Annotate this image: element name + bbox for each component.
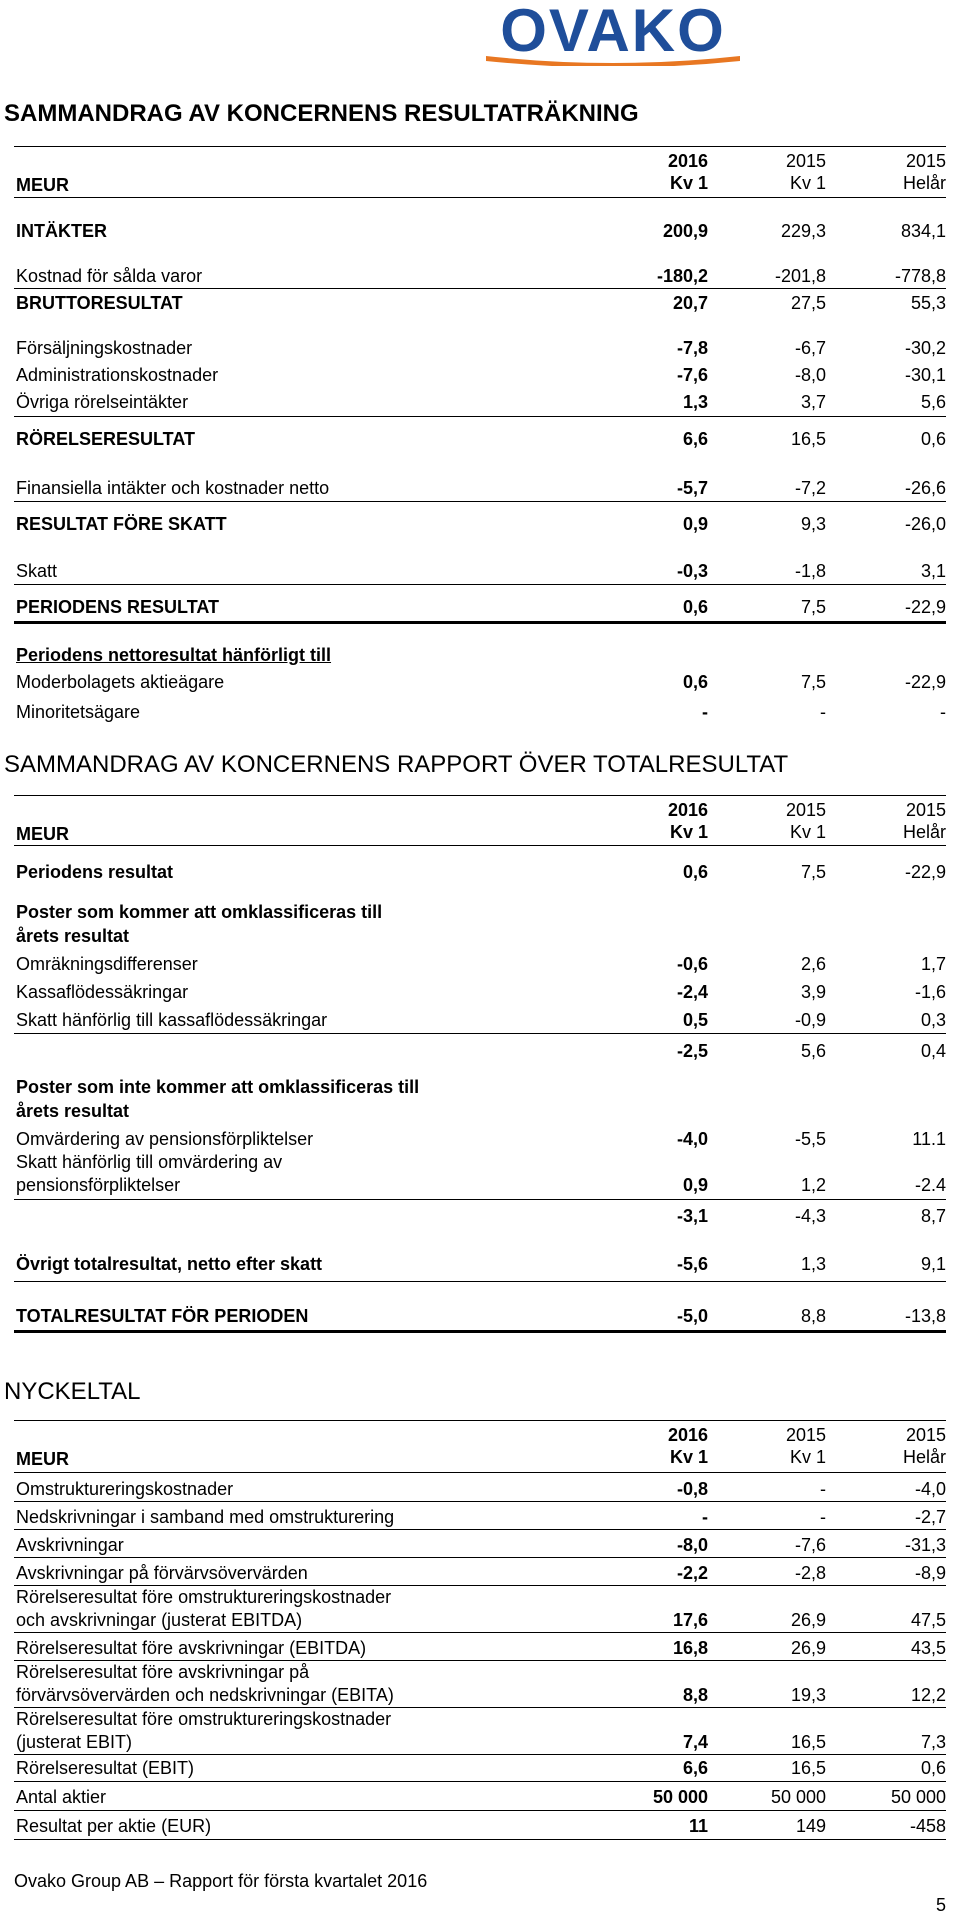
income-table-header: [14, 148, 946, 196]
header-unit: MEUR: [16, 1449, 69, 1469]
row-label: TOTALRESULTAT FÖR PERIODEN: [16, 1306, 309, 1326]
table-row: [14, 644, 946, 666]
value-2015-q1: -5,5: [794, 1129, 826, 1149]
value-2016-q1: 0,9: [682, 1175, 708, 1195]
value-2016-q1: 11: [688, 1816, 708, 1836]
header-year: 2016: [667, 800, 708, 820]
value-2015-q1: 27,5: [790, 293, 826, 313]
value-2016-q1: -7,8: [676, 338, 708, 358]
row-label: Periodens resultat: [16, 862, 174, 882]
table-row: [14, 1562, 946, 1584]
header-unit: MEUR: [16, 175, 69, 195]
value-2016-q1: -5,6: [676, 1254, 708, 1274]
value-2016-q1: 0,6: [682, 597, 708, 617]
value-2015-full: 7,3: [920, 1732, 946, 1752]
value-2015-q1: 3,9: [800, 982, 826, 1002]
table-row: [14, 560, 946, 582]
value-2015-full: -2.4: [914, 1175, 946, 1195]
value-2015-q1: -7,6: [794, 1535, 826, 1555]
table-row: [14, 1731, 946, 1753]
divider: [14, 1810, 946, 1811]
value-2015-full: -: [940, 702, 946, 722]
row-label: och avskrivningar (justerat EBITDA): [16, 1610, 303, 1630]
header-period: Kv 1: [669, 822, 708, 842]
section-subtitle: årets resultat: [16, 1101, 130, 1121]
table-row: [14, 1253, 946, 1275]
value-2016-q1: 1,3: [682, 392, 708, 412]
logo-wordmark: OVAKO: [500, 0, 726, 64]
section-subtitle: årets resultat: [16, 926, 130, 946]
value-2015-q1: 7,5: [800, 672, 826, 692]
value-2015-full: -22,9: [904, 862, 946, 882]
value-2015-q1: 229,3: [780, 221, 826, 241]
divider: [14, 1330, 946, 1333]
value-2016-q1: -5,0: [676, 1306, 708, 1326]
row-label: Omräkningsdifferenser: [16, 954, 198, 974]
row-label: Rörelseresultat före avskrivningar på: [16, 1662, 310, 1682]
value-2015-full: 11.1: [912, 1129, 946, 1149]
value-2015-full: -2,7: [914, 1507, 946, 1527]
value-2015-full: -4,0: [914, 1479, 946, 1499]
row-label: RESULTAT FÖRE SKATT: [16, 514, 227, 534]
value-2016-q1: 16,8: [672, 1638, 708, 1658]
value-2015-full: -26,6: [904, 478, 946, 498]
header-period: Kv 1: [669, 173, 708, 193]
value-2016-q1: -0,8: [676, 1479, 708, 1499]
divider: [14, 1754, 946, 1755]
divider: [14, 1839, 946, 1840]
table-row: [14, 1757, 946, 1779]
value-2016-q1: -3,1: [676, 1206, 708, 1226]
table-row: [14, 1661, 946, 1683]
row-label: Minoritetsägare: [16, 702, 141, 722]
value-2016-q1: -: [702, 1507, 708, 1527]
row-label: Kostnad för sålda varor: [16, 266, 203, 286]
row-label: Rörelseresultat före avskrivningar (EBITDA): [16, 1638, 367, 1658]
divider: [14, 1501, 946, 1502]
row-label: Nedskrivningar i samband med omstrukturering: [16, 1507, 395, 1527]
row-label: pensionsförpliktelser: [16, 1175, 181, 1195]
table-row: [14, 1478, 946, 1500]
value-2015-q1: -2,8: [794, 1563, 826, 1583]
table-row: [14, 1128, 946, 1150]
value-2016-q1: 6,6: [682, 1758, 708, 1778]
value-2016-q1: -8,0: [676, 1535, 708, 1555]
row-label: förvärvsövervärden och nedskrivningar (EBITA): [16, 1685, 394, 1705]
value-2016-q1: 0,6: [682, 862, 708, 882]
value-2016-q1: 0,5: [682, 1010, 708, 1030]
header-period: Kv 1: [669, 1447, 708, 1467]
table-row: [14, 1815, 946, 1837]
divider: [14, 1472, 946, 1473]
kpi-title: NYCKELTAL: [4, 1378, 141, 1405]
value-2015-q1: 3,7: [800, 392, 826, 412]
value-2016-q1: 200,9: [662, 221, 708, 241]
ovako-logo: [474, 2, 752, 68]
value-2015-q1: -1,8: [794, 561, 826, 581]
value-2016-q1: -2,4: [676, 982, 708, 1002]
row-label: Rörelseresultat (EBIT): [16, 1758, 195, 1778]
table-row: [14, 1076, 946, 1098]
value-2015-full: 0,3: [920, 1010, 946, 1030]
value-2015-full: 50 000: [890, 1787, 946, 1807]
header-year: 2015: [905, 1425, 946, 1445]
value-2015-full: 9,1: [920, 1254, 946, 1274]
row-label: Övriga rörelseintäkter: [16, 392, 189, 412]
row-label: Omvärdering av pensionsförpliktelser: [16, 1129, 314, 1149]
table-row: [14, 981, 946, 1003]
value-2015-full: -22,9: [904, 672, 946, 692]
section-subtitle: Periodens nettoresultat hänförligt till: [16, 645, 332, 665]
divider: [14, 1420, 946, 1421]
header-period: Helår: [902, 173, 946, 193]
table-row: [14, 1009, 946, 1031]
value-2015-q1: 50 000: [770, 1787, 826, 1807]
total-table-header: [14, 797, 946, 845]
value-2016-q1: -4,0: [676, 1129, 708, 1149]
value-2016-q1: -2,5: [676, 1041, 708, 1061]
header-period: Helår: [902, 1447, 946, 1467]
value-2015-q1: -8,0: [794, 365, 826, 385]
value-2015-q1: 16,5: [790, 1758, 826, 1778]
header-period: Kv 1: [789, 173, 826, 193]
value-2016-q1: 8,8: [682, 1685, 708, 1705]
value-2015-q1: 7,5: [800, 862, 826, 882]
table-row: [14, 1684, 946, 1706]
table-row: [14, 1637, 946, 1659]
table-row: [14, 1506, 946, 1528]
row-label: Antal aktier: [16, 1787, 107, 1807]
row-label: Omstruktureringskostnader: [16, 1479, 234, 1499]
value-2015-full: 834,1: [900, 221, 946, 241]
table-row: [14, 596, 946, 618]
value-2016-q1: 7,4: [682, 1732, 708, 1752]
value-2015-q1: -4,3: [794, 1206, 826, 1226]
value-2015-full: -13,8: [904, 1306, 946, 1326]
divider: [14, 288, 946, 289]
value-2015-q1: -: [820, 702, 826, 722]
value-2015-full: -30,2: [904, 338, 946, 358]
value-2015-q1: 149: [795, 1816, 826, 1836]
value-2015-q1: -201,8: [774, 266, 826, 286]
table-row: [14, 1534, 946, 1556]
value-2015-full: 0,6: [920, 429, 946, 449]
table-row: [14, 1100, 946, 1122]
row-label: Kassaflödessäkringar: [16, 982, 189, 1002]
value-2015-full: -778,8: [894, 266, 946, 286]
header-year: 2015: [785, 151, 826, 171]
table-row: [14, 1305, 946, 1327]
divider: [14, 1199, 946, 1200]
value-2015-full: 1,7: [920, 954, 946, 974]
row-label: Skatt: [16, 561, 58, 581]
value-2015-q1: -0,9: [794, 1010, 826, 1030]
table-row: [14, 265, 946, 287]
row-label: Finansiella intäkter och kostnader netto: [16, 478, 330, 498]
value-2015-q1: 9,3: [800, 514, 826, 534]
divider: [14, 845, 946, 846]
table-row: [14, 1174, 946, 1196]
row-label: Skatt hänförlig till kassaflödessäkringar: [16, 1010, 328, 1030]
row-label: Rörelseresultat före omstruktureringskostnader: [16, 1587, 392, 1607]
table-row: [14, 861, 946, 883]
value-2015-full: 43,5: [910, 1638, 946, 1658]
header-period: Kv 1: [789, 822, 826, 842]
divider: [14, 1632, 946, 1633]
value-2016-q1: 0,6: [682, 672, 708, 692]
value-2015-full: 8,7: [920, 1206, 946, 1226]
divider: [14, 501, 946, 502]
logo-swoosh: [486, 52, 740, 66]
section-subtitle: Poster som kommer att omklassificeras till: [16, 902, 383, 922]
header-year: 2015: [785, 1425, 826, 1445]
header-year: 2016: [667, 151, 708, 171]
value-2016-q1: 20,7: [672, 293, 708, 313]
divider: [14, 416, 946, 417]
table-row: [14, 671, 946, 693]
value-2015-full: 55,3: [910, 293, 946, 313]
row-label: Rörelseresultat före omstruktureringskostnader: [16, 1709, 392, 1729]
value-2015-full: -8,9: [914, 1563, 946, 1583]
table-row: [14, 364, 946, 386]
table-row: [14, 428, 946, 450]
value-2015-q1: 2,6: [800, 954, 826, 974]
divider: [14, 621, 946, 624]
table-row: [14, 701, 946, 723]
value-2015-full: -30,1: [904, 365, 946, 385]
value-2016-q1: 17,6: [672, 1610, 708, 1630]
row-label: Försäljningskostnader: [16, 338, 193, 358]
value-2015-q1: 1,3: [800, 1254, 826, 1274]
header-year: 2016: [667, 1425, 708, 1445]
value-2015-full: 47,5: [910, 1610, 946, 1630]
table-row: [14, 1609, 946, 1631]
header-unit: MEUR: [16, 824, 69, 844]
table-row: [14, 1786, 946, 1808]
row-label: Skatt hänförlig till omvärdering av: [16, 1152, 283, 1172]
table-row: [14, 1151, 946, 1173]
value-2015-q1: 26,9: [790, 1638, 826, 1658]
value-2015-q1: 16,5: [790, 1732, 826, 1752]
divider: [14, 1281, 946, 1282]
table-row: [14, 391, 946, 413]
table-row: [14, 901, 946, 923]
footer-text: Ovako Group AB – Rapport för första kvartalet 2016: [14, 1871, 428, 1891]
value-2015-q1: -7,2: [794, 478, 826, 498]
value-2015-full: 3,1: [920, 561, 946, 581]
value-2016-q1: -7,6: [676, 365, 708, 385]
value-2015-q1: 5,6: [800, 1041, 826, 1061]
value-2015-q1: 1,2: [800, 1175, 826, 1195]
value-2015-full: -22,9: [904, 597, 946, 617]
value-2016-q1: 0,9: [682, 514, 708, 534]
value-2015-q1: 7,5: [800, 597, 826, 617]
value-2016-q1: -0,3: [676, 561, 708, 581]
divider: [14, 1529, 946, 1530]
divider: [14, 1557, 946, 1558]
row-label: Avskrivningar på förvärvsövervärden: [16, 1563, 308, 1583]
row-label: PERIODENS RESULTAT: [16, 597, 220, 617]
table-row: [14, 477, 946, 499]
value-2015-full: -26,0: [904, 514, 946, 534]
value-2015-full: -1,6: [914, 982, 946, 1002]
row-label: Resultat per aktie (EUR): [16, 1816, 212, 1836]
kpi-table-header: [14, 1422, 946, 1470]
divider: [14, 1033, 946, 1034]
header-year: 2015: [905, 151, 946, 171]
value-2016-q1: -: [702, 702, 708, 722]
table-row: [14, 337, 946, 359]
value-2016-q1: -180,2: [656, 266, 708, 286]
section-subtitle: Poster som inte kommer att omklassificeras till: [16, 1077, 420, 1097]
row-label: Administrationskostnader: [16, 365, 219, 385]
table-row: [14, 513, 946, 535]
value-2015-q1: 19,3: [790, 1685, 826, 1705]
row-label: RÖRELSERESULTAT: [16, 429, 195, 449]
value-2016-q1: 50 000: [652, 1787, 708, 1807]
value-2015-q1: 8,8: [800, 1306, 826, 1326]
table-row: [14, 1586, 946, 1608]
value-2015-full: 12,2: [910, 1685, 946, 1705]
value-2015-full: 0,4: [920, 1041, 946, 1061]
divider: [14, 146, 946, 147]
table-row: [14, 1708, 946, 1730]
value-2016-q1: 6,6: [682, 429, 708, 449]
row-label: (justerat EBIT): [16, 1732, 133, 1752]
header-year: 2015: [785, 800, 826, 820]
value-2015-full: -31,3: [904, 1535, 946, 1555]
page-number: 5: [935, 1895, 946, 1915]
row-label: INTÄKTER: [16, 221, 107, 241]
table-row: [14, 1205, 946, 1227]
table-row: [14, 953, 946, 975]
row-label: BRUTTORESULTAT: [16, 293, 183, 313]
row-label: Avskrivningar: [16, 1535, 124, 1555]
table-row: [14, 220, 946, 242]
value-2015-q1: -6,7: [794, 338, 826, 358]
value-2016-q1: -5,7: [676, 478, 708, 498]
table-row: [14, 1040, 946, 1062]
total-title: SAMMANDRAG AV KONCERNENS RAPPORT ÖVER TOTALRESULTAT: [4, 751, 789, 778]
value-2015-q1: 16,5: [790, 429, 826, 449]
value-2015-q1: -: [820, 1507, 826, 1527]
header-period: Helår: [902, 822, 946, 842]
divider: [14, 584, 946, 585]
value-2016-q1: -0,6: [676, 954, 708, 974]
value-2015-full: 5,6: [920, 392, 946, 412]
divider: [14, 197, 946, 198]
value-2015-full: -458: [909, 1816, 946, 1836]
divider: [14, 795, 946, 796]
income-title: SAMMANDRAG AV KONCERNENS RESULTATRÄKNING: [4, 100, 639, 127]
header-year: 2015: [905, 800, 946, 820]
value-2016-q1: -2,2: [676, 1563, 708, 1583]
value-2015-q1: 26,9: [790, 1610, 826, 1630]
table-row: [14, 925, 946, 947]
value-2015-full: 0,6: [920, 1758, 946, 1778]
row-label: Moderbolagets aktieägare: [16, 672, 225, 692]
value-2015-q1: -: [820, 1479, 826, 1499]
row-label: Övrigt totalresultat, netto efter skatt: [16, 1254, 323, 1274]
divider: [14, 1781, 946, 1782]
header-period: Kv 1: [789, 1447, 826, 1467]
table-row: [14, 292, 946, 314]
